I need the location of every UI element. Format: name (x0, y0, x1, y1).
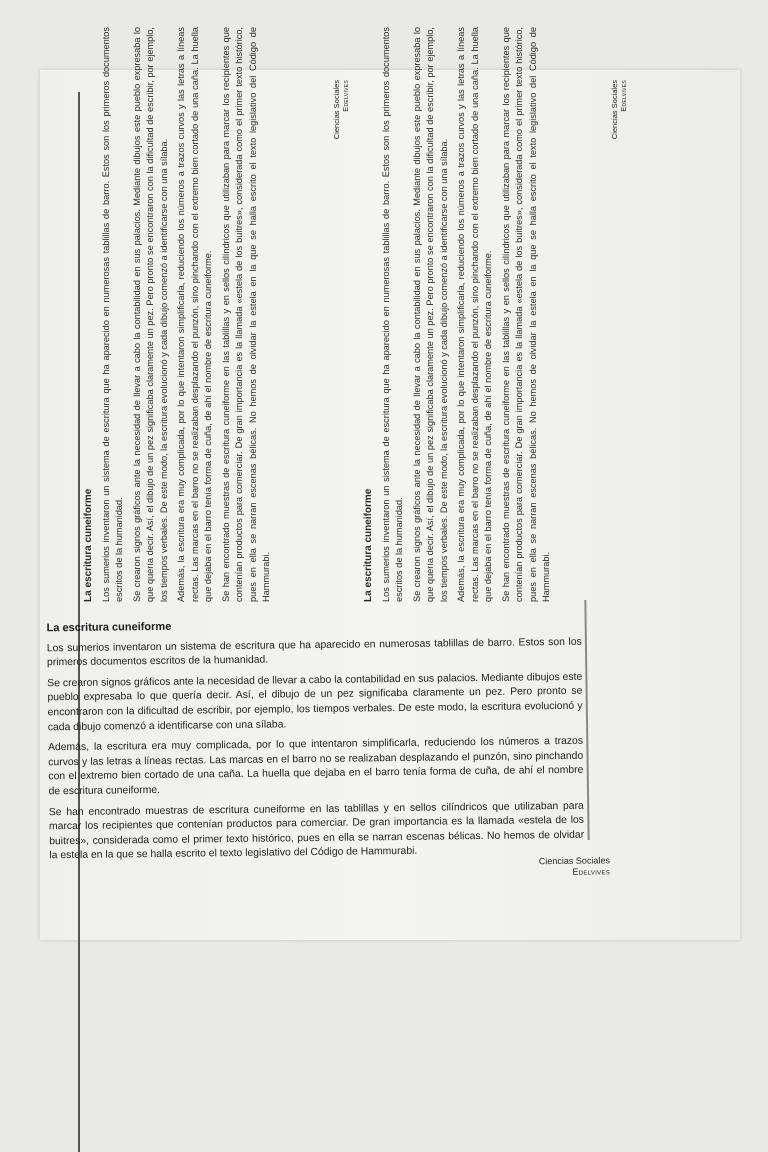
article-paragraph: Los sumerios inventaron un sistema de escritura que ha aparecido en numerosas tablillas de barro. Estos son los primeros documentos escritos de la humanidad. (46, 636, 582, 669)
upright-article (46, 615, 584, 870)
article-paragraph: Se crearon signos gráficos ante la necesidad de llevar a cabo la contabilidad en sus palacios. Mediante dibujos este pueblo expresaba lo que quería decir. Así, el dibujo de un pez significaba claramente un pez. Pero pronto se encontraron con la dificultad de escribir, por ejemplo, los tiempos verbales. De este modo, la escritura evolucionó y cada dibujo comenzó a identificarse con una sílaba. (131, 27, 169, 602)
rotated-article-copy-1 (82, 27, 332, 602)
source-line: Ciencias Sociales (610, 80, 619, 140)
article-paragraph: Se han encontrado muestras de escritura cuneiforme en las tablillas y en sellos cilíndricos que utilizaban para marcar los recipientes que contenían productos para comerciar. De gran importancia es la llamada «estela de los buitres», considerada como el primer texto histórico, pues en ella se narran escenas bélicas. No hemos de olvidar la estela en la que se halla escrito el texto legislativo del Código de Hammurabi. (500, 27, 551, 602)
source-line: Ciencias Sociales (332, 80, 341, 140)
article-paragraph: Se crearon signos gráficos ante la necesidad de llevar a cabo la contabilidad en sus palacios. Mediante dibujos este pueblo expresaba lo que quería decir. Así, el dibujo de un pez significaba claramente un pez. Pero pronto se encontraron con la dificultad de escribir, por ejemplo, los tiempos verbales. De este modo, la escritura evolucionó y cada dibujo comenzó a identificarse con una sílaba. (411, 27, 449, 602)
article-paragraph: Los sumerios inventaron un sistema de escritura que ha aparecido en numerosas tablillas de barro. Estos son los primeros documentos escritos de la humanidad. (100, 27, 124, 602)
article-paragraph: Además, la escritura era muy complicada, por lo que intentaron simplificarla, reduciendo los números a trazos curvos y las letras a líneas rectas. Las marcas en el barro no se realizaban desplazando el punzón, sino pinchando con el extremo bien cortado de una caña. La huella que dejaba en el barro tenía forma de cuña, de ahí el nombre de escritura cuneiforme. (456, 27, 493, 602)
source-publisher: Edelvives (341, 80, 350, 112)
article-paragraph: Se han encontrado muestras de escritura cuneiforme en las tablillas y en sellos cilíndricos que utilizaban para marcar los recipientes que contenían productos para comerciar. De gran importancia es la llamada «estela de los buitres», considerada como el primer texto histórico, pues en ella se narran escenas bélicas. No hemos de olvidar la estela en la que se halla escrito el texto legislativo del Código de Hammurabi. (220, 27, 271, 602)
source-credit (332, 80, 350, 160)
article-paragraph: Se han encontrado muestras de escritura cuneiforme en las tablillas y en sellos cilíndricos que utilizaban para marcar los recipientes que contenían productos para comerciar. De gran importancia es la llamada «estela de los buitres», considerada como el primer texto histórico, pues en ella se narran escenas bélicas. No hemos de olvidar la estela en la que se halla escrito el texto legislativo del Código de Hammurabi. (48, 800, 585, 862)
article-title: La escritura cuneiforme (363, 488, 374, 602)
article-title: La escritura cuneiforme (46, 620, 172, 635)
source-line: Ciencias Sociales (538, 855, 610, 867)
source-publisher: Edelvives (619, 80, 628, 112)
rotated-article-copy-2 (362, 27, 612, 602)
article-paragraph: Se crearon signos gráficos ante la necesidad de llevar a cabo la contabilidad en sus palacios. Mediante dibujos este pueblo expresaba lo que quería decir. Así, el dibujo de un pez significaba claramente un pez. Pero pronto se encontraron con la dificultad de escribir, por ejemplo, los tiempos verbales. De este modo, la escritura evolucionó y cada dibujo comenzó a identificarse con una sílaba. (47, 671, 583, 733)
source-credit (500, 855, 610, 878)
article-paragraph: Los sumerios inventaron un sistema de escritura que ha aparecido en numerosas tablillas de barro. Estos son los primeros documentos escritos de la humanidad. (380, 27, 404, 602)
article-title: La escritura cuneiforme (83, 488, 94, 602)
article-paragraph: Además, la escritura era muy complicada, por lo que intentaron simplificarla, reduciendo los números a trazos curvos y las letras a líneas rectas. Las marcas en el barro no se realizaban desplazando el punzón, sino pinchando con el extremo bien cortado de una caña. La huella que dejaba en el barro tenía forma de cuña, de ahí el nombre de escritura cuneiforme. (47, 735, 584, 798)
source-publisher: Edelvives (572, 866, 611, 877)
source-credit (610, 80, 628, 160)
article-paragraph: Además, la escritura era muy complicada, por lo que intentaron simplificarla, reduciendo los números a trazos curvos y las letras a líneas rectas. Las marcas en el barro no se realizaban desplazando el punzón, sino pinchando con el extremo bien cortado de una caña. La huella que dejaba en el barro tenía forma de cuña, de ahí el nombre de escritura cuneiforme. (176, 27, 213, 602)
